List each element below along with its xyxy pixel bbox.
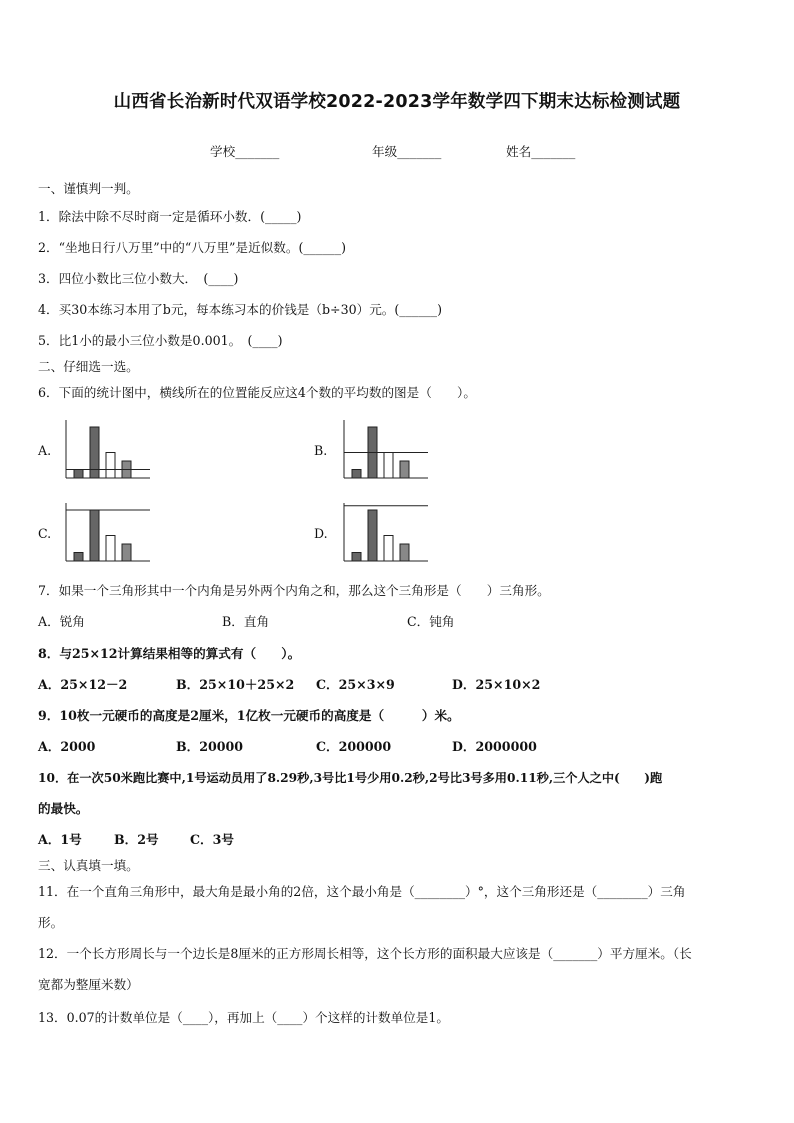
bar-2 <box>90 427 99 478</box>
option-d-label: D. <box>314 526 328 541</box>
question-6: 6．下面的统计图中，横线所在的位置能反应这4个数的平均数的图是（ ）。 <box>38 385 476 400</box>
question-12-line-1: 12．一个长方形周长与一个边长是8厘米的正方形周长相等，这个长方形的面积最大应该是（_______）平方厘米。（长 <box>38 946 692 961</box>
bar-4 <box>400 461 409 478</box>
question-11-line-2: 形。 <box>38 915 64 930</box>
question-10-line-2: 的最快。 <box>38 801 89 816</box>
q7-option-b: B．直角 <box>222 614 270 629</box>
q9-option-d: D．2000000 <box>452 739 537 754</box>
q8-option-d: D．25×10×2 <box>452 677 541 692</box>
section-heading-2: 二、仔细选一选。 <box>38 359 139 374</box>
bar-chart-d <box>340 503 432 565</box>
school-field: 学校_______ <box>210 144 280 159</box>
section-heading-1: 一、谨慎判一判。 <box>38 181 139 196</box>
question-2: 2．“坐地日行八万里”中的“八万里”是近似数。(______) <box>38 240 347 255</box>
bar-3 <box>106 453 115 479</box>
question-3: 3．四位小数比三位小数大． (____) <box>38 271 239 286</box>
q10-option-c: C．3号 <box>190 832 234 847</box>
q8-option-c: C．25×3×9 <box>316 677 395 692</box>
q8-option-b: B．25×10＋25×2 <box>176 677 295 692</box>
name-field: 姓名_______ <box>506 144 576 159</box>
bar-3 <box>384 536 393 562</box>
bar-2 <box>368 510 377 561</box>
bar-1 <box>352 470 361 479</box>
q10-option-a: A．1号 <box>38 832 82 847</box>
option-c-label: C. <box>38 526 52 541</box>
option-b-label: B. <box>314 443 328 458</box>
question-9: 9．10枚一元硬币的高度是2厘米，1亿枚一元硬币的高度是（ ）米。 <box>38 708 460 723</box>
option-a-label: A. <box>38 443 52 458</box>
question-4: 4．买30本练习本用了b元，每本练习本的价钱是（b÷30）元。(______) <box>38 302 443 317</box>
question-11-line-1: 11．在一个直角三角形中，最大角是最小角的2倍，这个最小角是（________）°，这个三角形还是（________）三角 <box>38 884 686 899</box>
q9-option-a: A．2000 <box>38 739 96 754</box>
q9-option-c: C．200000 <box>316 739 392 754</box>
bar-chart-a <box>62 420 154 482</box>
question-13: 13．0.07的计数单位是（____），再加上（____）个这样的计数单位是1。 <box>38 1010 449 1025</box>
question-1: 1．除法中除不尽时商一定是循环小数．(_____) <box>38 209 302 224</box>
bar-4 <box>122 544 131 561</box>
page-title: 山西省长治新时代双语学校2022-2023学年数学四下期末达标检测试题 <box>113 92 681 112</box>
q7-option-c: C．钝角 <box>407 614 455 629</box>
bar-2 <box>90 510 99 561</box>
q10-option-b: B．2号 <box>114 832 159 847</box>
question-7: 7．如果一个三角形其中一个内角是另外两个内角之和，那么这个三角形是（ ）三角形。 <box>38 583 550 598</box>
bar-1 <box>74 470 83 479</box>
grade-field: 年级_______ <box>372 144 442 159</box>
question-8: 8．与25×12计算结果相等的算式有（ ）。 <box>38 646 301 661</box>
q9-option-b: B．20000 <box>176 739 244 754</box>
bar-1 <box>352 553 361 562</box>
question-10-line-1: 10．在一次50米跑比赛中,1号运动员用了8.29秒,3号比1号少用0.2秒,2号比3号多用0.11秒,三个人之中( )跑 <box>38 771 663 785</box>
bar-4 <box>400 544 409 561</box>
q8-option-a: A．25×12－2 <box>38 677 128 692</box>
bar-3 <box>384 453 393 479</box>
bar-1 <box>74 553 83 562</box>
bar-chart-c <box>62 503 154 565</box>
question-12-line-2: 宽都为整厘米数） <box>38 977 139 992</box>
bar-3 <box>106 536 115 562</box>
section-heading-3: 三、认真填一填。 <box>38 858 139 873</box>
question-5: 5．比1小的最小三位小数是0.001。 (____) <box>38 333 283 348</box>
q7-option-a: A．锐角 <box>38 614 85 629</box>
bar-chart-b <box>340 420 432 482</box>
